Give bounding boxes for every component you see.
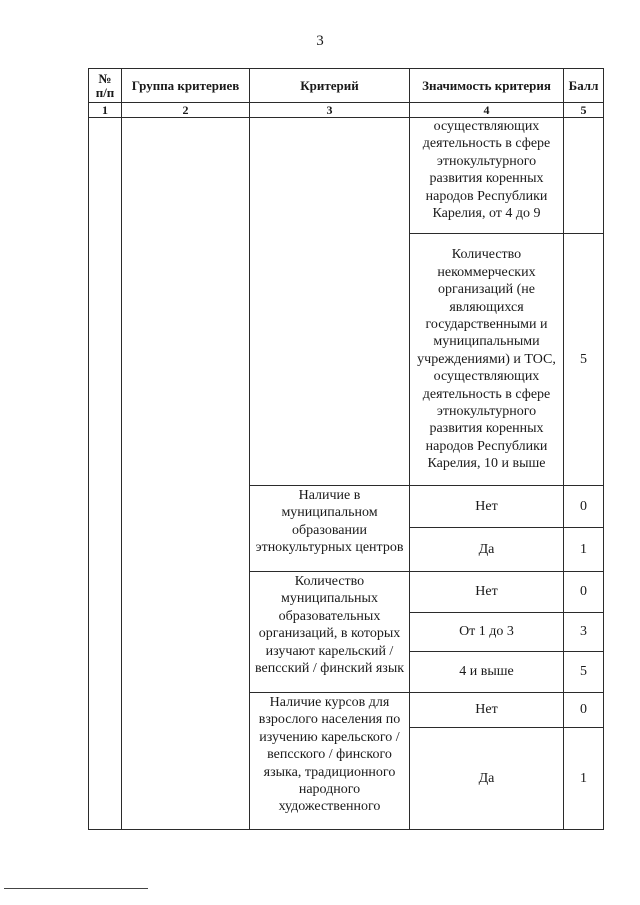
significance-cell: От 1 до 3	[459, 624, 514, 640]
header-score: Балл	[568, 77, 599, 93]
header-significance: Значимость критерия	[422, 77, 551, 93]
header-group: Группа критериев	[131, 77, 240, 93]
page-number: 3	[316, 33, 324, 49]
header-no: № п/п	[95, 70, 115, 100]
column-number: 5	[580, 103, 587, 117]
significance-cell: Нет	[475, 498, 498, 514]
significance-cell: 4 и выше	[459, 664, 514, 680]
score-cell: 1	[580, 541, 587, 557]
column-number: 1	[102, 103, 108, 117]
score-cell: 3	[580, 624, 587, 640]
column-number: 4	[483, 103, 490, 117]
score-cell: 5	[580, 664, 587, 680]
significance-cell: Количество некоммерческих организаций (не являющихся государственными и муниципальными учреждениями) и ТОС, осуществляющих деятельность в сфере этнокультурного развития коренных народов Республики Карелия, 10 и выше	[417, 247, 556, 472]
score-cell: 0	[580, 702, 587, 718]
significance-cell: Да	[478, 770, 495, 786]
footnote-separator	[4, 888, 148, 889]
significance-cell: Нет	[475, 584, 498, 600]
criterion-cell: Наличие курсов для взрослого населения по изучению карельского / вепсского / финского языка, традиционного народного художественного	[258, 695, 401, 815]
score-cell: 1	[580, 770, 587, 786]
criterion-cell: Количество муниципальных образовательных организаций, в которых изучают карельский / вепсский / финский язык	[254, 574, 405, 677]
significance-cell: осуществляющих деятельность в сфере этнокультурного развития коренных народов Республики Карелия, от 4 до 9	[422, 119, 551, 222]
significance-cell: Нет	[475, 702, 498, 718]
score-cell: 0	[580, 584, 587, 600]
score-cell: 0	[580, 498, 587, 514]
significance-cell: Да	[478, 541, 495, 557]
score-cell: 5	[580, 351, 587, 367]
column-number: 3	[326, 103, 333, 117]
criterion-cell: Наличие в муниципальном образовании этнокультурных центров	[255, 488, 404, 556]
header-criterion: Критерий	[300, 77, 359, 93]
column-number: 2	[182, 103, 189, 117]
